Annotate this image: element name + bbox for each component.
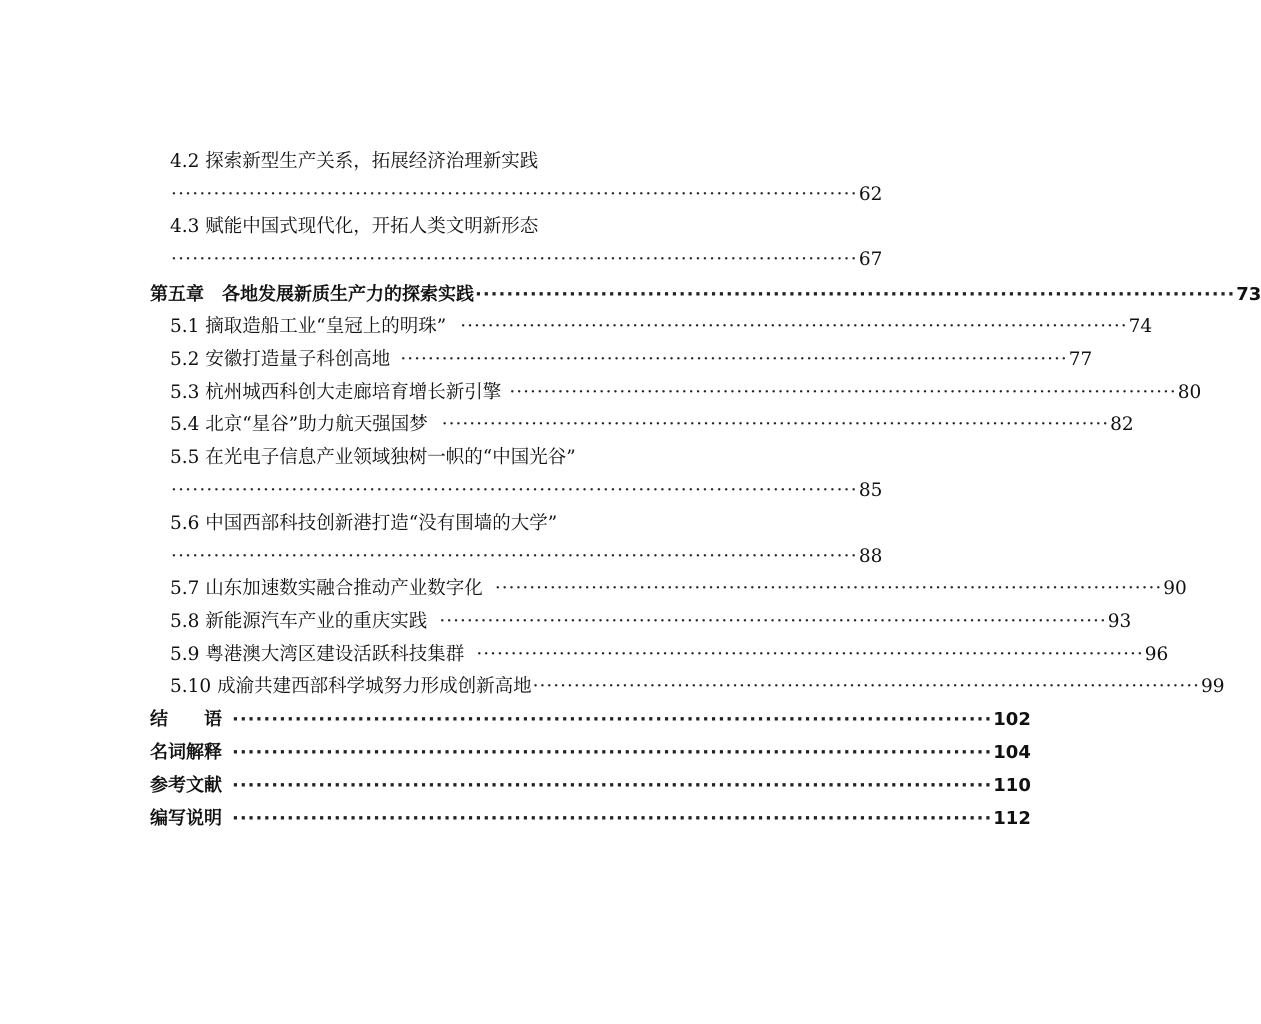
dot-leader: ································································································· — [171, 184, 858, 205]
page-number: 82 — [1110, 414, 1134, 435]
toc-entry-text: 5.6 中国西部科技创新港打造“没有围墙的大学” — [170, 513, 558, 534]
page-number: 73 — [1236, 284, 1261, 305]
toc-entry-title[interactable] — [170, 509, 582, 539]
toc-entry-leader[interactable] — [170, 180, 883, 210]
toc-entry[interactable] — [170, 312, 1153, 342]
toc-entry[interactable] — [170, 410, 1134, 440]
dot-leader: ································································································· — [232, 808, 993, 829]
toc-entry-text: 5.8 新能源汽车产业的重庆实践 — [170, 611, 428, 632]
dot-leader: ································································································· — [171, 249, 858, 270]
toc-entry-leader[interactable] — [170, 476, 883, 506]
dot-leader: ································································································· — [171, 546, 858, 567]
toc-entry-text: 5.5 在光电子信息产业领域独树一帜的“中国光谷” — [170, 447, 576, 468]
page-number: 90 — [1163, 578, 1187, 599]
page-number: 93 — [1107, 611, 1132, 632]
toc-entry-text: 5.2 安徽打造量子科创高地 — [170, 349, 391, 370]
dot-leader: ································································································· — [400, 349, 1068, 370]
dot-leader: ································································································· — [476, 644, 1144, 665]
dot-leader: ································································································· — [532, 676, 1200, 697]
page-number: 104 — [993, 742, 1031, 763]
dot-leader: ································································································· — [232, 709, 993, 730]
toc-entry-text: 结 语 — [150, 709, 222, 730]
page-number: 80 — [1177, 382, 1202, 403]
page-number: 88 — [858, 546, 883, 567]
toc-entry-title[interactable] — [170, 212, 580, 242]
toc-entry-text: 编写说明 — [150, 808, 222, 829]
page-number: 110 — [993, 775, 1031, 796]
toc-entry-leader[interactable] — [170, 245, 883, 275]
toc-entry[interactable] — [170, 607, 1132, 637]
toc-entry[interactable] — [170, 378, 1202, 408]
page-number: 102 — [993, 709, 1031, 730]
dot-leader: ································································································· — [441, 414, 1110, 435]
toc-entry[interactable] — [170, 574, 1187, 604]
page-number: 74 — [1128, 316, 1153, 337]
dot-leader: ································································································· — [439, 611, 1107, 632]
toc-entry-text: 5.4 北京“星谷”助力航天强国梦 — [170, 414, 428, 435]
toc-entry-text: 5.1 摘取造船工业“皇冠上的明珠” — [170, 316, 447, 337]
page-number: 77 — [1068, 349, 1093, 370]
toc-entry[interactable] — [170, 640, 1169, 670]
page-number: 99 — [1201, 676, 1225, 697]
toc-entry-text: 参考文献 — [150, 775, 222, 796]
toc-section[interactable] — [150, 705, 1031, 735]
toc-section[interactable] — [150, 804, 1031, 834]
page-number: 112 — [993, 808, 1031, 829]
page-number: 85 — [858, 480, 883, 501]
toc-chapter[interactable] — [150, 280, 1261, 310]
page-number: 96 — [1144, 644, 1169, 665]
page-number: 62 — [858, 184, 883, 205]
page-number: 67 — [858, 249, 883, 270]
toc-section[interactable] — [150, 771, 1031, 801]
toc-entry-text: 第五章 各地发展新质生产力的探索实践 — [150, 284, 474, 305]
toc-entry-text: 5.3 杭州城西科创大走廊培育增长新引擎 — [170, 382, 502, 403]
toc-section[interactable] — [150, 738, 1031, 768]
toc-entry[interactable] — [170, 672, 1225, 702]
toc-entry-title[interactable] — [170, 147, 580, 177]
dot-leader: ································································································· — [475, 284, 1236, 305]
toc-entry-text: 名词解释 — [150, 742, 222, 763]
toc-entry[interactable] — [170, 345, 1093, 375]
toc-entry-text: 5.7 山东加速数实融合推动产业数字化 — [170, 578, 483, 599]
dot-leader: ································································································· — [509, 382, 1177, 403]
dot-leader: ································································································· — [171, 480, 858, 501]
toc-entry-text: 5.10 成渝共建西部科学城努力形成创新高地 — [170, 676, 532, 697]
dot-leader: ································································································· — [232, 742, 993, 763]
dot-leader: ································································································· — [494, 578, 1163, 599]
toc-entry-text: 4.3 赋能中国式现代化，开拓人类文明新形态 — [170, 216, 539, 237]
toc-entry-text: 4.2 探索新型生产关系，拓展经济治理新实践 — [170, 151, 539, 172]
toc-entry-text: 5.9 粤港澳大湾区建设活跃科技集群 — [170, 644, 465, 665]
toc-entry-title[interactable] — [170, 443, 582, 473]
toc-entry-leader[interactable] — [170, 542, 883, 572]
dot-leader: ································································································· — [232, 775, 993, 796]
dot-leader: ································································································· — [460, 316, 1128, 337]
